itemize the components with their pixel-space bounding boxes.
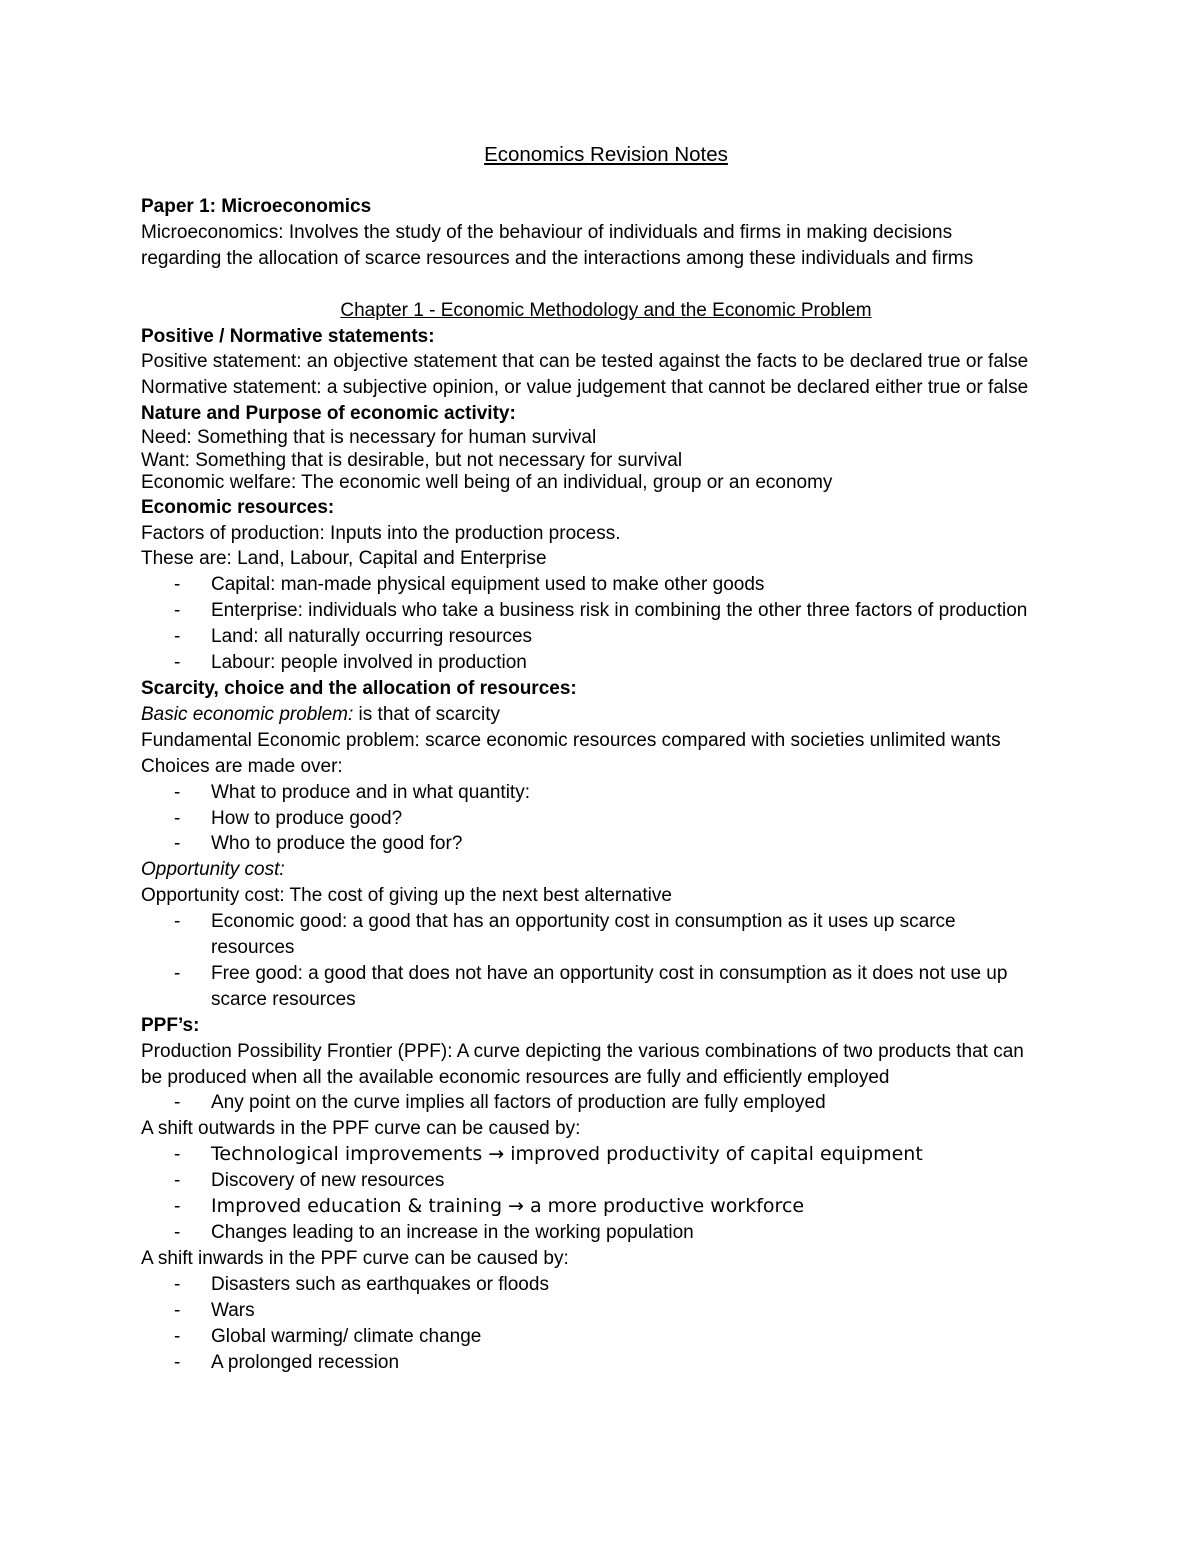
dash-bullet: - <box>174 1299 181 1321</box>
dash-bullet: - <box>174 626 181 648</box>
dash-bullet: - <box>174 1325 181 1347</box>
choices-list <box>141 780 1071 858</box>
resources-list <box>141 572 1071 676</box>
list-item-text: scarce resources <box>211 988 356 1010</box>
list-item <box>141 1168 1071 1194</box>
scarcity-heading: Scarcity, choice and the allocation of resources: <box>141 677 577 699</box>
dash-bullet: - <box>174 652 181 674</box>
list-item <box>141 909 1071 961</box>
dash-bullet: - <box>174 1196 181 1218</box>
ppf-definition-line-2: be produced when all the available economic resources are fully and efficiently employed <box>141 1066 890 1088</box>
list-item <box>141 806 1071 832</box>
list-item <box>141 1324 1071 1350</box>
dash-bullet: - <box>174 807 181 829</box>
outward-shift-intro: A shift outwards in the PPF curve can be caused by: <box>141 1118 581 1140</box>
choices-intro: Choices are made over: <box>141 755 343 777</box>
these-are-line: These are: Land, Labour, Capital and Enterprise <box>141 548 547 570</box>
dash-bullet: - <box>174 911 181 933</box>
list-item-text: Who to produce the good for? <box>211 833 463 855</box>
basic-problem-label: Basic economic problem: <box>141 703 354 725</box>
paper-heading: Paper 1: Microeconomics <box>141 196 372 217</box>
dash-bullet: - <box>174 1222 181 1244</box>
micro-definition-line-1: Microeconomics: Involves the study of the behaviour of individuals and firms in making decisions <box>141 221 953 243</box>
positive-normative-heading: Positive / Normative statements: <box>141 325 435 347</box>
list-item <box>141 1220 1071 1246</box>
document-title: Economics Revision Notes <box>484 143 728 166</box>
list-item <box>141 780 1071 806</box>
list-item-text: Disasters such as earthquakes or floods <box>211 1273 549 1295</box>
list-item-text: Capital: man-made physical equipment used to make other goods <box>211 574 765 596</box>
list-item <box>141 624 1071 650</box>
need-definition: Need: Something that is necessary for human survival <box>141 427 597 449</box>
list-item-text: Land: all naturally occurring resources <box>211 626 533 648</box>
factors-definition: Factors of production: Inputs into the production process. <box>141 522 621 544</box>
document-content <box>141 141 1071 1375</box>
dash-bullet: - <box>174 833 181 855</box>
dash-bullet: - <box>174 1092 181 1114</box>
fundamental-problem: Fundamental Economic problem: scarce economic resources compared with societies unlimited wants <box>141 729 1001 751</box>
goods-list <box>141 909 1071 1013</box>
dash-bullet: - <box>174 1144 181 1166</box>
dash-bullet: - <box>174 600 181 622</box>
dash-bullet: - <box>174 1351 181 1373</box>
resources-heading: Economic resources: <box>141 496 335 518</box>
inward-shift-intro: A shift inwards in the PPF curve can be caused by: <box>141 1247 569 1269</box>
list-item-text: Changes leading to an increase in the working population <box>211 1222 694 1244</box>
list-item-text: Free good: a good that does not have an opportunity cost in consumption as it does not use up <box>211 962 1008 984</box>
list-item <box>141 1090 1071 1116</box>
list-item-text: Global warming/ climate change <box>211 1325 482 1347</box>
basic-problem-line <box>141 702 1071 728</box>
dash-bullet: - <box>174 1170 181 1192</box>
list-item <box>141 1272 1071 1298</box>
list-item-text: A prolonged recession <box>211 1351 400 1373</box>
list-item-text: Improved education & training → a more productive workforce <box>211 1195 805 1218</box>
chapter-title: Chapter 1 - Economic Methodology and the Economic Problem <box>340 299 872 321</box>
inward-shift-list <box>141 1272 1071 1376</box>
micro-definition-line-2: regarding the allocation of scarce resources and the interactions among these individuals and firms <box>141 247 974 269</box>
list-item-text: Wars <box>211 1299 255 1321</box>
normative-statement: Normative statement: a subjective opinion, or value judgement that cannot be declared either true or false <box>141 377 1029 399</box>
list-item <box>141 1350 1071 1376</box>
list-item <box>141 961 1071 1013</box>
list-item-text: Any point on the curve implies all factors of production are fully employed <box>211 1092 826 1114</box>
dash-bullet: - <box>174 1273 181 1295</box>
list-item-text: resources <box>211 937 295 959</box>
list-item-text: What to produce and in what quantity: <box>211 781 530 803</box>
basic-problem-text: is that of scarcity <box>353 703 501 725</box>
welfare-definition: Economic welfare: The economic well being of an individual, group or an economy <box>141 472 833 494</box>
list-item-text: Technological improvements → improved productivity of capital equipment <box>211 1143 923 1166</box>
want-definition: Want: Something that is desirable, but not necessary for survival <box>141 449 683 471</box>
list-item <box>141 1142 1071 1168</box>
dash-bullet: - <box>174 781 181 803</box>
spacer <box>141 169 1071 194</box>
list-item-text: Discovery of new resources <box>211 1170 445 1192</box>
nature-purpose-heading: Nature and Purpose of economic activity: <box>141 403 516 425</box>
opportunity-definition: Opportunity cost: The cost of giving up the next best alternative <box>141 885 672 907</box>
positive-statement: Positive statement: an objective statement that can be tested against the facts to be declared true or false <box>141 351 1029 373</box>
ppf-definition-line-1: Production Possibility Frontier (PPF): A curve depicting the various combinations of two products that can <box>141 1040 1024 1062</box>
ppf-point-list <box>141 1090 1071 1116</box>
list-item <box>141 1298 1071 1324</box>
list-item <box>141 650 1071 676</box>
list-item-text: Labour: people involved in production <box>211 652 527 674</box>
opportunity-heading: Opportunity cost: <box>141 859 285 881</box>
spacer <box>141 272 1071 298</box>
list-item <box>141 1194 1071 1220</box>
dash-bullet: - <box>174 962 181 984</box>
list-item-text: How to produce good? <box>211 807 403 829</box>
list-item <box>141 572 1071 598</box>
list-item-text: Enterprise: individuals who take a business risk in combining the other three factors of production <box>211 600 1028 622</box>
dash-bullet: - <box>174 574 181 596</box>
list-item <box>141 598 1071 624</box>
ppf-heading: PPF’s: <box>141 1014 200 1036</box>
list-item-text: Economic good: a good that has an opportunity cost in consumption as it uses up scarce <box>211 911 956 933</box>
list-item <box>141 831 1071 857</box>
outward-shift-list <box>141 1142 1071 1246</box>
